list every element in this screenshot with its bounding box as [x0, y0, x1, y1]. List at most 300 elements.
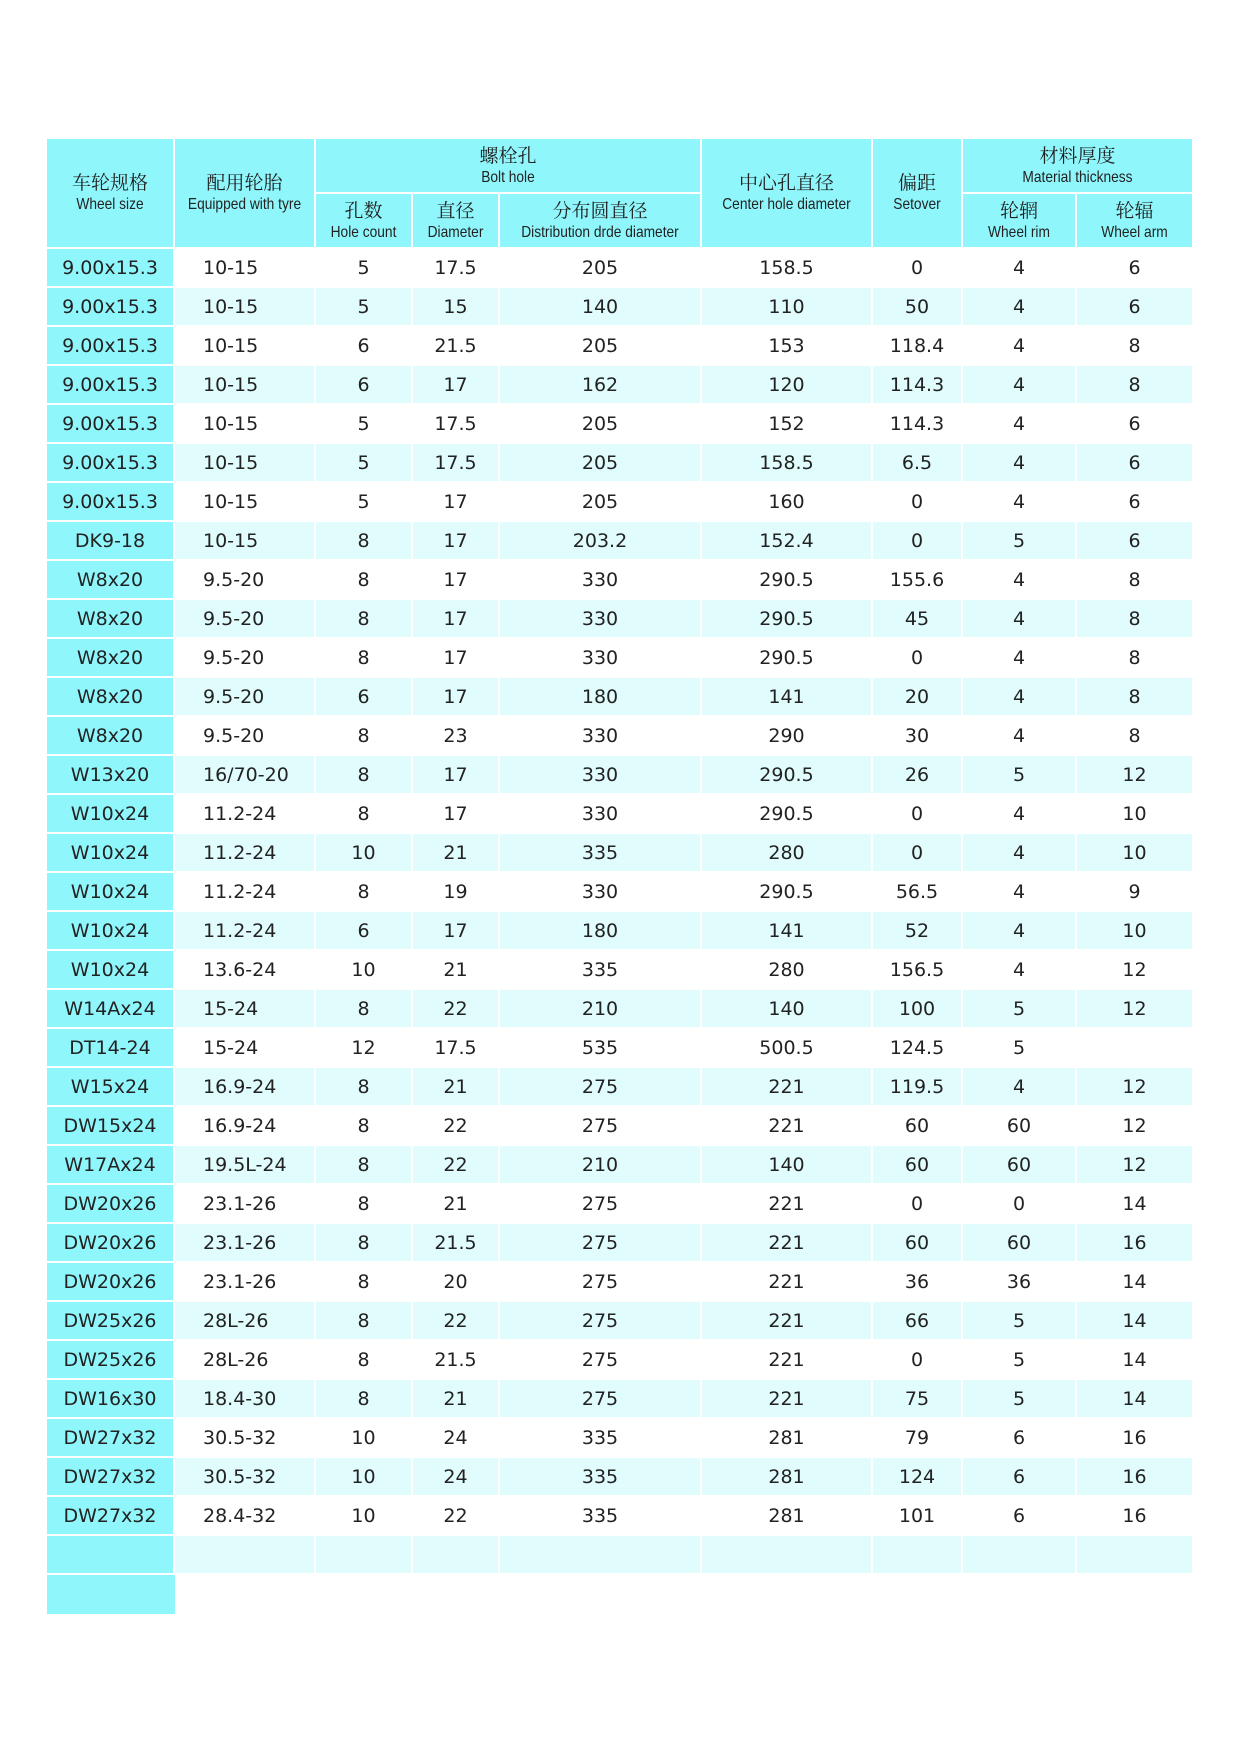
cell-wheel-arm: 10: [1077, 912, 1192, 951]
cell-setover: 156.5: [873, 951, 963, 990]
cell-wheel-size: W17Ax24: [47, 1146, 175, 1185]
cell-wheel-arm: 8: [1077, 678, 1192, 717]
table-row: [47, 1185, 1192, 1224]
cell-wheel-size: 9.00x15.3: [47, 288, 175, 327]
cell-wheel-size: DT14-24: [47, 1029, 175, 1068]
cell-setover: 155.6: [873, 561, 963, 600]
table-row: [47, 249, 1192, 288]
header-wheel-rim: [963, 194, 1077, 249]
header-bolt-hole-cn: 螺栓孔: [479, 144, 537, 167]
cell-wheel-arm: [1077, 1029, 1192, 1068]
cell-distribution-diameter: 180: [500, 678, 702, 717]
header-distribution-cn: 分布圆直径: [552, 199, 648, 222]
empty-table-row: [47, 1536, 1192, 1575]
cell-wheel-arm: 14: [1077, 1263, 1192, 1302]
cell-center-hole: 153: [702, 327, 873, 366]
cell-wheel-rim: 4: [963, 288, 1077, 327]
cell-tyre: 15-24: [175, 1029, 316, 1068]
cell-setover: 60: [873, 1224, 963, 1263]
cell-wheel-arm: 8: [1077, 600, 1192, 639]
cell-diameter: 17.5: [413, 1029, 500, 1068]
table-row: [47, 756, 1192, 795]
cell-wheel-arm: 16: [1077, 1458, 1192, 1497]
cell-setover: 118.4: [873, 327, 963, 366]
cell-center-hole: 158.5: [702, 249, 873, 288]
cell-diameter: 15: [413, 288, 500, 327]
header-tyre: [175, 139, 316, 249]
cell-diameter: 22: [413, 1497, 500, 1536]
cell-wheel-rim: 4: [963, 678, 1077, 717]
cell-distribution-diameter: 330: [500, 600, 702, 639]
cell-wheel-rim: 4: [963, 834, 1077, 873]
table-row: [47, 639, 1192, 678]
cell-diameter: 22: [413, 990, 500, 1029]
cell-setover: 114.3: [873, 405, 963, 444]
cell-wheel-size: W10x24: [47, 912, 175, 951]
cell-hole-count: 10: [316, 1497, 413, 1536]
cell-hole-count: 8: [316, 1146, 413, 1185]
cell-wheel-arm: 6: [1077, 405, 1192, 444]
table-row: [47, 834, 1192, 873]
cell-setover: 30: [873, 717, 963, 756]
cell-hole-count: 5: [316, 405, 413, 444]
cell-hole-count: 8: [316, 1185, 413, 1224]
cell-wheel-rim: 5: [963, 990, 1077, 1029]
cell-wheel-rim: 4: [963, 444, 1077, 483]
cell-wheel-arm: 12: [1077, 951, 1192, 990]
empty-cell: [500, 1536, 702, 1575]
cell-setover: 20: [873, 678, 963, 717]
cell-wheel-rim: 6: [963, 1458, 1077, 1497]
cell-setover: 101: [873, 1497, 963, 1536]
cell-center-hole: 290.5: [702, 639, 873, 678]
cell-wheel-arm: 16: [1077, 1419, 1192, 1458]
cell-setover: 52: [873, 912, 963, 951]
cell-diameter: 21.5: [413, 1341, 500, 1380]
cell-distribution-diameter: 180: [500, 912, 702, 951]
cell-wheel-rim: 4: [963, 561, 1077, 600]
cell-wheel-rim: 4: [963, 873, 1077, 912]
cell-distribution-diameter: 275: [500, 1341, 702, 1380]
cell-tyre: 11.2-24: [175, 795, 316, 834]
cell-diameter: 17.5: [413, 444, 500, 483]
cell-wheel-size: W10x24: [47, 873, 175, 912]
cell-center-hole: 281: [702, 1458, 873, 1497]
cell-distribution-diameter: 275: [500, 1224, 702, 1263]
cell-setover: 56.5: [873, 873, 963, 912]
table-row: [47, 1146, 1192, 1185]
cell-diameter: 24: [413, 1419, 500, 1458]
cell-wheel-arm: 6: [1077, 483, 1192, 522]
header-diameter-cn: 直径: [436, 199, 475, 222]
cell-diameter: 20: [413, 1263, 500, 1302]
cell-center-hole: 158.5: [702, 444, 873, 483]
cell-wheel-size: W8x20: [47, 639, 175, 678]
cell-hole-count: 12: [316, 1029, 413, 1068]
cell-wheel-rim: 4: [963, 795, 1077, 834]
cell-setover: 119.5: [873, 1068, 963, 1107]
cell-tyre: 10-15: [175, 366, 316, 405]
cell-diameter: 17.5: [413, 405, 500, 444]
cell-wheel-rim: 4: [963, 366, 1077, 405]
cell-hole-count: 6: [316, 366, 413, 405]
cell-diameter: 17: [413, 678, 500, 717]
cell-setover: 75: [873, 1380, 963, 1419]
cell-setover: 0: [873, 522, 963, 561]
table-row: [47, 600, 1192, 639]
cell-diameter: 22: [413, 1107, 500, 1146]
cell-wheel-size: DW20x26: [47, 1263, 175, 1302]
cell-wheel-rim: 5: [963, 1380, 1077, 1419]
cell-center-hole: 141: [702, 678, 873, 717]
cell-diameter: 17: [413, 756, 500, 795]
cell-center-hole: 140: [702, 990, 873, 1029]
cell-wheel-arm: 8: [1077, 639, 1192, 678]
cell-setover: 50: [873, 288, 963, 327]
header-tyre-en: Equipped with tyre: [187, 196, 302, 213]
cell-distribution-diameter: 335: [500, 1497, 702, 1536]
cell-center-hole: 152.4: [702, 522, 873, 561]
cell-diameter: 22: [413, 1146, 500, 1185]
table-row: [47, 795, 1192, 834]
cell-wheel-rim: 5: [963, 1302, 1077, 1341]
cell-diameter: 21.5: [413, 1224, 500, 1263]
table-row: [47, 1068, 1192, 1107]
cell-center-hole: 290: [702, 717, 873, 756]
cell-distribution-diameter: 275: [500, 1380, 702, 1419]
cell-wheel-size: W10x24: [47, 795, 175, 834]
table-row: [47, 1263, 1192, 1302]
table-row: [47, 1419, 1192, 1458]
cell-tyre: 10-15: [175, 405, 316, 444]
cell-wheel-size: 9.00x15.3: [47, 405, 175, 444]
cell-wheel-size: W14Ax24: [47, 990, 175, 1029]
cell-hole-count: 5: [316, 483, 413, 522]
cell-distribution-diameter: 335: [500, 951, 702, 990]
cell-wheel-arm: 14: [1077, 1341, 1192, 1380]
empty-cell: [175, 1536, 316, 1575]
cell-wheel-size: DW20x26: [47, 1224, 175, 1263]
empty-cell: [702, 1536, 873, 1575]
table-row: [47, 990, 1192, 1029]
table-row: [47, 366, 1192, 405]
cell-distribution-diameter: 330: [500, 756, 702, 795]
header-distribution: [500, 194, 702, 249]
cell-diameter: 17: [413, 795, 500, 834]
cell-hole-count: 8: [316, 717, 413, 756]
cell-center-hole: 221: [702, 1185, 873, 1224]
cell-distribution-diameter: 205: [500, 327, 702, 366]
cell-tyre: 10-15: [175, 288, 316, 327]
cell-wheel-size: DW27x32: [47, 1497, 175, 1536]
cell-hole-count: 8: [316, 1107, 413, 1146]
cell-tyre: 15-24: [175, 990, 316, 1029]
cell-setover: 124: [873, 1458, 963, 1497]
cell-wheel-size: W8x20: [47, 561, 175, 600]
cell-hole-count: 10: [316, 1419, 413, 1458]
header-center-hole-en: Center hole diameter: [722, 196, 851, 213]
header-material: [963, 139, 1192, 194]
cell-setover: 79: [873, 1419, 963, 1458]
header-setover-en: Setover: [893, 196, 941, 213]
table-row: [47, 483, 1192, 522]
cell-tyre: 18.4-30: [175, 1380, 316, 1419]
cell-tyre: 9.5-20: [175, 561, 316, 600]
cell-tyre: 9.5-20: [175, 600, 316, 639]
header-distribution-en: Distribution drde diameter: [521, 223, 679, 241]
table-row: [47, 561, 1192, 600]
cell-wheel-arm: 8: [1077, 366, 1192, 405]
header-wheel-rim-en: Wheel rim: [988, 223, 1050, 241]
cell-distribution-diameter: 162: [500, 366, 702, 405]
cell-setover: 0: [873, 483, 963, 522]
cell-center-hole: 221: [702, 1380, 873, 1419]
header-setover-cn: 偏距: [897, 172, 936, 194]
cell-center-hole: 290.5: [702, 873, 873, 912]
cell-center-hole: 221: [702, 1263, 873, 1302]
cell-hole-count: 8: [316, 639, 413, 678]
cell-setover: 0: [873, 1341, 963, 1380]
header-bolt-hole: [316, 139, 702, 194]
cell-tyre: 11.2-24: [175, 873, 316, 912]
cell-wheel-rim: 4: [963, 951, 1077, 990]
cell-distribution-diameter: 203.2: [500, 522, 702, 561]
cell-center-hole: 160: [702, 483, 873, 522]
cell-wheel-arm: 12: [1077, 1146, 1192, 1185]
cell-wheel-size: 9.00x15.3: [47, 483, 175, 522]
cell-wheel-rim: 36: [963, 1263, 1077, 1302]
cell-diameter: 21.5: [413, 327, 500, 366]
cell-setover: 26: [873, 756, 963, 795]
cell-setover: 66: [873, 1302, 963, 1341]
cell-wheel-size: 9.00x15.3: [47, 249, 175, 288]
table-row: [47, 1380, 1192, 1419]
table-row: [47, 1497, 1192, 1536]
cell-setover: 0: [873, 249, 963, 288]
cell-center-hole: 110: [702, 288, 873, 327]
cell-hole-count: 5: [316, 444, 413, 483]
cell-wheel-rim: 60: [963, 1224, 1077, 1263]
cell-distribution-diameter: 330: [500, 795, 702, 834]
cell-wheel-arm: 14: [1077, 1185, 1192, 1224]
header-diameter-en: Diameter: [427, 223, 484, 241]
cell-wheel-arm: 14: [1077, 1302, 1192, 1341]
header-center-hole-cn: 中心孔直径: [738, 172, 834, 194]
header-bolt-hole-en: Bolt hole: [481, 168, 535, 186]
cell-diameter: 23: [413, 717, 500, 756]
table-row: [47, 717, 1192, 756]
cell-tyre: 10-15: [175, 444, 316, 483]
table-row: [47, 444, 1192, 483]
cell-wheel-rim: 60: [963, 1107, 1077, 1146]
cell-distribution-diameter: 275: [500, 1107, 702, 1146]
cell-setover: 60: [873, 1146, 963, 1185]
table-row: [47, 1224, 1192, 1263]
empty-cell: [873, 1536, 963, 1575]
cell-tyre: 19.5L-24: [175, 1146, 316, 1185]
cell-center-hole: 120: [702, 366, 873, 405]
cell-center-hole: 281: [702, 1497, 873, 1536]
cell-tyre: 30.5-32: [175, 1419, 316, 1458]
cell-hole-count: 6: [316, 912, 413, 951]
cell-wheel-arm: 12: [1077, 1068, 1192, 1107]
cell-diameter: 17: [413, 561, 500, 600]
header-wheel-arm-cn: 轮辐: [1115, 199, 1154, 222]
cell-center-hole: 281: [702, 1419, 873, 1458]
header-material-en: Material thickness: [1022, 168, 1133, 186]
cell-wheel-rim: 4: [963, 717, 1077, 756]
cell-tyre: 16.9-24: [175, 1107, 316, 1146]
cell-distribution-diameter: 275: [500, 1302, 702, 1341]
cell-wheel-size: DW27x32: [47, 1419, 175, 1458]
cell-hole-count: 8: [316, 1224, 413, 1263]
cell-center-hole: 290.5: [702, 756, 873, 795]
cell-hole-count: 8: [316, 1302, 413, 1341]
cell-hole-count: 10: [316, 1458, 413, 1497]
table-row: [47, 1458, 1192, 1497]
cell-wheel-rim: 5: [963, 1029, 1077, 1068]
cell-wheel-size: 9.00x15.3: [47, 444, 175, 483]
cell-hole-count: 6: [316, 678, 413, 717]
header-hole-count-en: Hole count: [330, 223, 397, 241]
cell-wheel-rim: 5: [963, 756, 1077, 795]
cell-hole-count: 5: [316, 288, 413, 327]
cell-tyre: 10-15: [175, 483, 316, 522]
cell-diameter: 17: [413, 522, 500, 561]
empty-cell: [1077, 1536, 1192, 1575]
cell-center-hole: 500.5: [702, 1029, 873, 1068]
cell-wheel-arm: 6: [1077, 288, 1192, 327]
cell-wheel-arm: 10: [1077, 795, 1192, 834]
table-row: [47, 1302, 1192, 1341]
cell-wheel-size: W8x20: [47, 717, 175, 756]
header-wheel-rim-cn: 轮辋: [999, 199, 1038, 222]
cell-distribution-diameter: 330: [500, 717, 702, 756]
header-wheel-size: [47, 139, 175, 249]
cell-diameter: 17: [413, 639, 500, 678]
cell-diameter: 17: [413, 600, 500, 639]
cell-tyre: 28L-26: [175, 1341, 316, 1380]
cell-setover: 0: [873, 1185, 963, 1224]
cell-diameter: 21: [413, 1068, 500, 1107]
table-row: [47, 288, 1192, 327]
cell-center-hole: 280: [702, 834, 873, 873]
cell-wheel-size: DK9-18: [47, 522, 175, 561]
cell-wheel-rim: 4: [963, 912, 1077, 951]
cell-tyre: 23.1-26: [175, 1224, 316, 1263]
table-body: [47, 249, 1192, 1575]
cell-tyre: 28.4-32: [175, 1497, 316, 1536]
cell-tyre: 23.1-26: [175, 1263, 316, 1302]
header-center-hole: [702, 139, 873, 249]
header-hole-count-cn: 孔数: [344, 199, 383, 222]
header-wheel-arm-en: Wheel arm: [1101, 223, 1168, 241]
cell-center-hole: 221: [702, 1068, 873, 1107]
table-row: [47, 1029, 1192, 1068]
cell-hole-count: 8: [316, 522, 413, 561]
cell-distribution-diameter: 335: [500, 1419, 702, 1458]
cell-tyre: 16.9-24: [175, 1068, 316, 1107]
cell-setover: 124.5: [873, 1029, 963, 1068]
cell-wheel-arm: 12: [1077, 990, 1192, 1029]
empty-cell: [413, 1536, 500, 1575]
cell-tyre: 10-15: [175, 522, 316, 561]
cell-tyre: 9.5-20: [175, 678, 316, 717]
cell-wheel-rim: 4: [963, 483, 1077, 522]
cell-diameter: 21: [413, 1380, 500, 1419]
cell-hole-count: 8: [316, 795, 413, 834]
header-material-cn: 材料厚度: [1039, 144, 1116, 167]
cell-wheel-size: W13x20: [47, 756, 175, 795]
cell-center-hole: 221: [702, 1224, 873, 1263]
cell-diameter: 19: [413, 873, 500, 912]
cell-wheel-size: DW20x26: [47, 1185, 175, 1224]
cell-wheel-size: DW27x32: [47, 1458, 175, 1497]
cell-wheel-arm: 8: [1077, 717, 1192, 756]
cell-hole-count: 10: [316, 951, 413, 990]
cell-hole-count: 8: [316, 756, 413, 795]
cell-distribution-diameter: 275: [500, 1263, 702, 1302]
cell-distribution-diameter: 210: [500, 1146, 702, 1185]
cell-wheel-rim: 4: [963, 405, 1077, 444]
table-row: [47, 522, 1192, 561]
cell-wheel-arm: 14: [1077, 1380, 1192, 1419]
table-row: [47, 327, 1192, 366]
cell-center-hole: 221: [702, 1341, 873, 1380]
cell-center-hole: 221: [702, 1107, 873, 1146]
cell-tyre: 11.2-24: [175, 834, 316, 873]
empty-cell: [963, 1536, 1077, 1575]
cell-wheel-arm: 8: [1077, 561, 1192, 600]
cell-setover: 0: [873, 639, 963, 678]
cell-center-hole: 290.5: [702, 600, 873, 639]
cell-wheel-arm: 9: [1077, 873, 1192, 912]
cell-distribution-diameter: 205: [500, 444, 702, 483]
cell-setover: 100: [873, 990, 963, 1029]
table-row: [47, 678, 1192, 717]
table-row: [47, 873, 1192, 912]
cell-distribution-diameter: 535: [500, 1029, 702, 1068]
cell-wheel-arm: 8: [1077, 327, 1192, 366]
cell-wheel-size: W8x20: [47, 600, 175, 639]
cell-wheel-rim: 4: [963, 600, 1077, 639]
table-row: [47, 912, 1192, 951]
cell-wheel-rim: 5: [963, 522, 1077, 561]
cell-wheel-size: DW16x30: [47, 1380, 175, 1419]
cell-wheel-size: W10x24: [47, 834, 175, 873]
cell-diameter: 21: [413, 1185, 500, 1224]
cell-setover: 60: [873, 1107, 963, 1146]
header-tyre-cn: 配用轮胎: [206, 172, 283, 194]
cell-diameter: 17: [413, 912, 500, 951]
cell-center-hole: 290.5: [702, 795, 873, 834]
header-diameter: [413, 194, 500, 249]
cell-center-hole: 152: [702, 405, 873, 444]
cell-hole-count: 8: [316, 561, 413, 600]
cell-hole-count: 8: [316, 1380, 413, 1419]
cell-tyre: 23.1-26: [175, 1185, 316, 1224]
cell-wheel-rim: 4: [963, 249, 1077, 288]
cell-distribution-diameter: 330: [500, 639, 702, 678]
cell-wheel-rim: 5: [963, 1341, 1077, 1380]
cell-diameter: 21: [413, 834, 500, 873]
cell-diameter: 21: [413, 951, 500, 990]
wheel-spec-table: [47, 139, 1192, 1575]
cell-center-hole: 141: [702, 912, 873, 951]
cell-distribution-diameter: 335: [500, 1458, 702, 1497]
cell-hole-count: 8: [316, 990, 413, 1029]
table-row: [47, 405, 1192, 444]
